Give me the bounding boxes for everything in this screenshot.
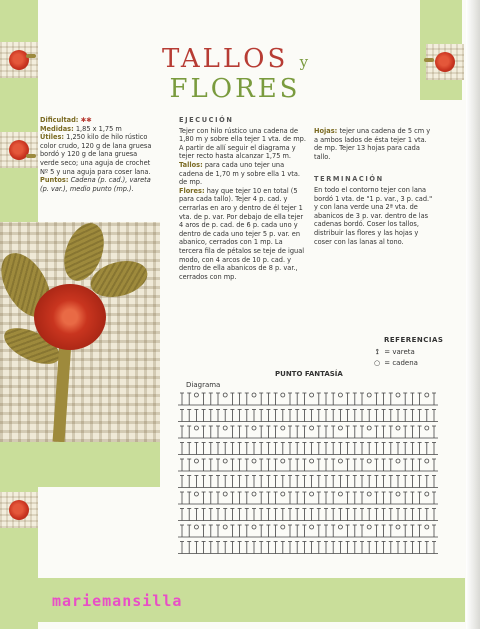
cadena-stitch [252, 492, 256, 496]
cadena-stitch [252, 525, 256, 529]
rose-icon [9, 50, 29, 70]
cadena-stitch [425, 459, 429, 463]
title-word-flores: FLORES [169, 74, 301, 104]
cadena-stitch [367, 525, 371, 529]
page-spine [466, 0, 480, 629]
cadena-stitch [194, 459, 198, 463]
medidas-label: Medidas: [40, 124, 74, 133]
ejecucion-heading: EJECUCIÓN [179, 116, 234, 124]
title-conjunction: y [299, 53, 309, 71]
cadena-stitch [425, 525, 429, 529]
cadena-stitch [281, 492, 285, 496]
terminacion-text: En todo el contorno tejer con lana bordó 1 vta. de "1 p. var., 3 p. cad." y con lana verde una 2ª vta. de abanicos de 3 p. var. dentro de las cadenas bordó. Coser los tallos, distribuir las flores y las hojas y coser con las lanas al tono. [314, 185, 433, 246]
hojas-terminacion-block [314, 127, 436, 246]
crochet-rose-tile [0, 492, 38, 528]
stitch-diagram [178, 388, 440, 558]
cadena-stitch [396, 459, 400, 463]
cadena-stitch [310, 459, 314, 463]
crochet-photo [0, 222, 160, 442]
cadena-stitch [338, 525, 342, 529]
cadena-stitch [396, 492, 400, 496]
referencias-heading: REFERENCIAS [384, 336, 444, 344]
rose-icon [34, 284, 106, 350]
cadena-stitch [338, 426, 342, 430]
cadena-stitch [223, 393, 227, 397]
cadena-stitch [338, 459, 342, 463]
cadena-stitch [338, 393, 342, 397]
photo-green-panel [0, 442, 160, 487]
cadena-stitch [223, 525, 227, 529]
cadena-symbol-icon: ○ [374, 359, 381, 367]
cadena-stitch [194, 492, 198, 496]
cadena-stitch [367, 426, 371, 430]
cadena-stitch [367, 459, 371, 463]
cadena-stitch [310, 525, 314, 529]
vareta-legend-text: = vareta [384, 348, 415, 356]
cadena-stitch [310, 393, 314, 397]
ejecucion-paragraph: Tejer con hilo rústico una cadena de 1,80 m y sobre ella tejer 1 vta. de mp. A partir de allí seguir el diagrama y tejer recto hasta alcanzar 1,75 m. [179, 126, 306, 161]
puntos-label: Puntos: [40, 176, 69, 185]
cadena-stitch [396, 525, 400, 529]
flores-label: Flores: [179, 186, 205, 195]
cadena-stitch [367, 492, 371, 496]
ejecucion-block [179, 116, 307, 281]
leaf-icon [26, 54, 36, 58]
title-word-tallos: TALLOS [161, 44, 289, 74]
tallos-label: Tallos: [179, 160, 203, 169]
cadena-stitch [338, 492, 342, 496]
crochet-rose-tile [0, 132, 38, 168]
page-title [100, 44, 370, 104]
rose-icon [9, 500, 29, 520]
cadena-stitch [252, 459, 256, 463]
cadena-stitch [252, 393, 256, 397]
cadena-stitch [281, 426, 285, 430]
watermark-signature: mariemansilla [52, 592, 183, 610]
cadena-stitch [194, 426, 198, 430]
cadena-stitch [223, 492, 227, 496]
flores-text: hay que tejer 10 en total (5 para cada tallo). Tejer 4 p. cad. y cerrarlas en aro y dentro de él tejer 1 vta. de p. var. Por debajo de ella tejer 4 aros de p. cad. de 6 p. cada uno y dentro de cada uno tejer 5 p. var. en abanico, cerrados con 1 mp. La tercera fila de pétalos se teje de igual modo, con 4 arcos de 10 p. cad. y dentro de ella abanicos de 8 p. var., cerrados con mp. [179, 186, 305, 281]
punto-fantasia-heading: PUNTO FANTASÍA [275, 370, 343, 378]
leaf-icon [26, 154, 36, 158]
vareta-symbol-icon: ⟟ [376, 348, 379, 356]
cadena-stitch [223, 459, 227, 463]
rose-icon [435, 52, 455, 72]
utiles-value: 1,250 kilo de hilo rústico color crudo, 120 g de lana gruesa bordó y 120 g de lana gruesa verde seco; una aguja de crochet Nº 5 y una aguja para coser lana. [40, 133, 152, 176]
cadena-stitch [223, 426, 227, 430]
leaf-icon [424, 58, 434, 62]
medidas-value: 1,85 x 1,75 m [75, 124, 122, 133]
tallos-text: para cada uno tejer una cadena de 1,70 m y sobre ella 1 vta. de mp. [179, 160, 301, 187]
hojas-text: tejer una cadena de 5 cm y a ambos lados de ésta tejer 1 vta. de mp. Tejer 13 hojas para cada tallo. [314, 127, 431, 161]
crochet-rose-tile [426, 44, 464, 80]
dificultad-label: Dificultad: [40, 116, 79, 124]
cadena-stitch [252, 426, 256, 430]
cadena-stitch [281, 525, 285, 529]
cadena-stitch [194, 525, 198, 529]
terminacion-heading: TERMINACIÓN [314, 175, 384, 184]
crochet-rose-tile [0, 42, 38, 78]
diagrama-label: Diagrama [186, 381, 221, 389]
dificultad-value: ✱✱ [80, 116, 92, 124]
cadena-legend-text: = cadena [384, 359, 418, 367]
cadena-stitch [425, 492, 429, 496]
cadena-stitch [310, 492, 314, 496]
cadena-stitch [310, 426, 314, 430]
puntos-value: Cadena (p. cad.), vareta (p. var.), medio punto (mp.). [40, 176, 151, 193]
cadena-stitch [194, 393, 198, 397]
utiles-label: Útiles: [40, 133, 65, 142]
cadena-stitch [425, 393, 429, 397]
cadena-stitch [367, 393, 371, 397]
hojas-label: Hojas: [314, 127, 338, 135]
cadena-stitch [396, 393, 400, 397]
materials-block [40, 116, 158, 193]
cadena-stitch [425, 426, 429, 430]
cadena-stitch [281, 459, 285, 463]
cadena-stitch [281, 393, 285, 397]
cadena-stitch [396, 426, 400, 430]
referencias-legend [360, 336, 443, 367]
